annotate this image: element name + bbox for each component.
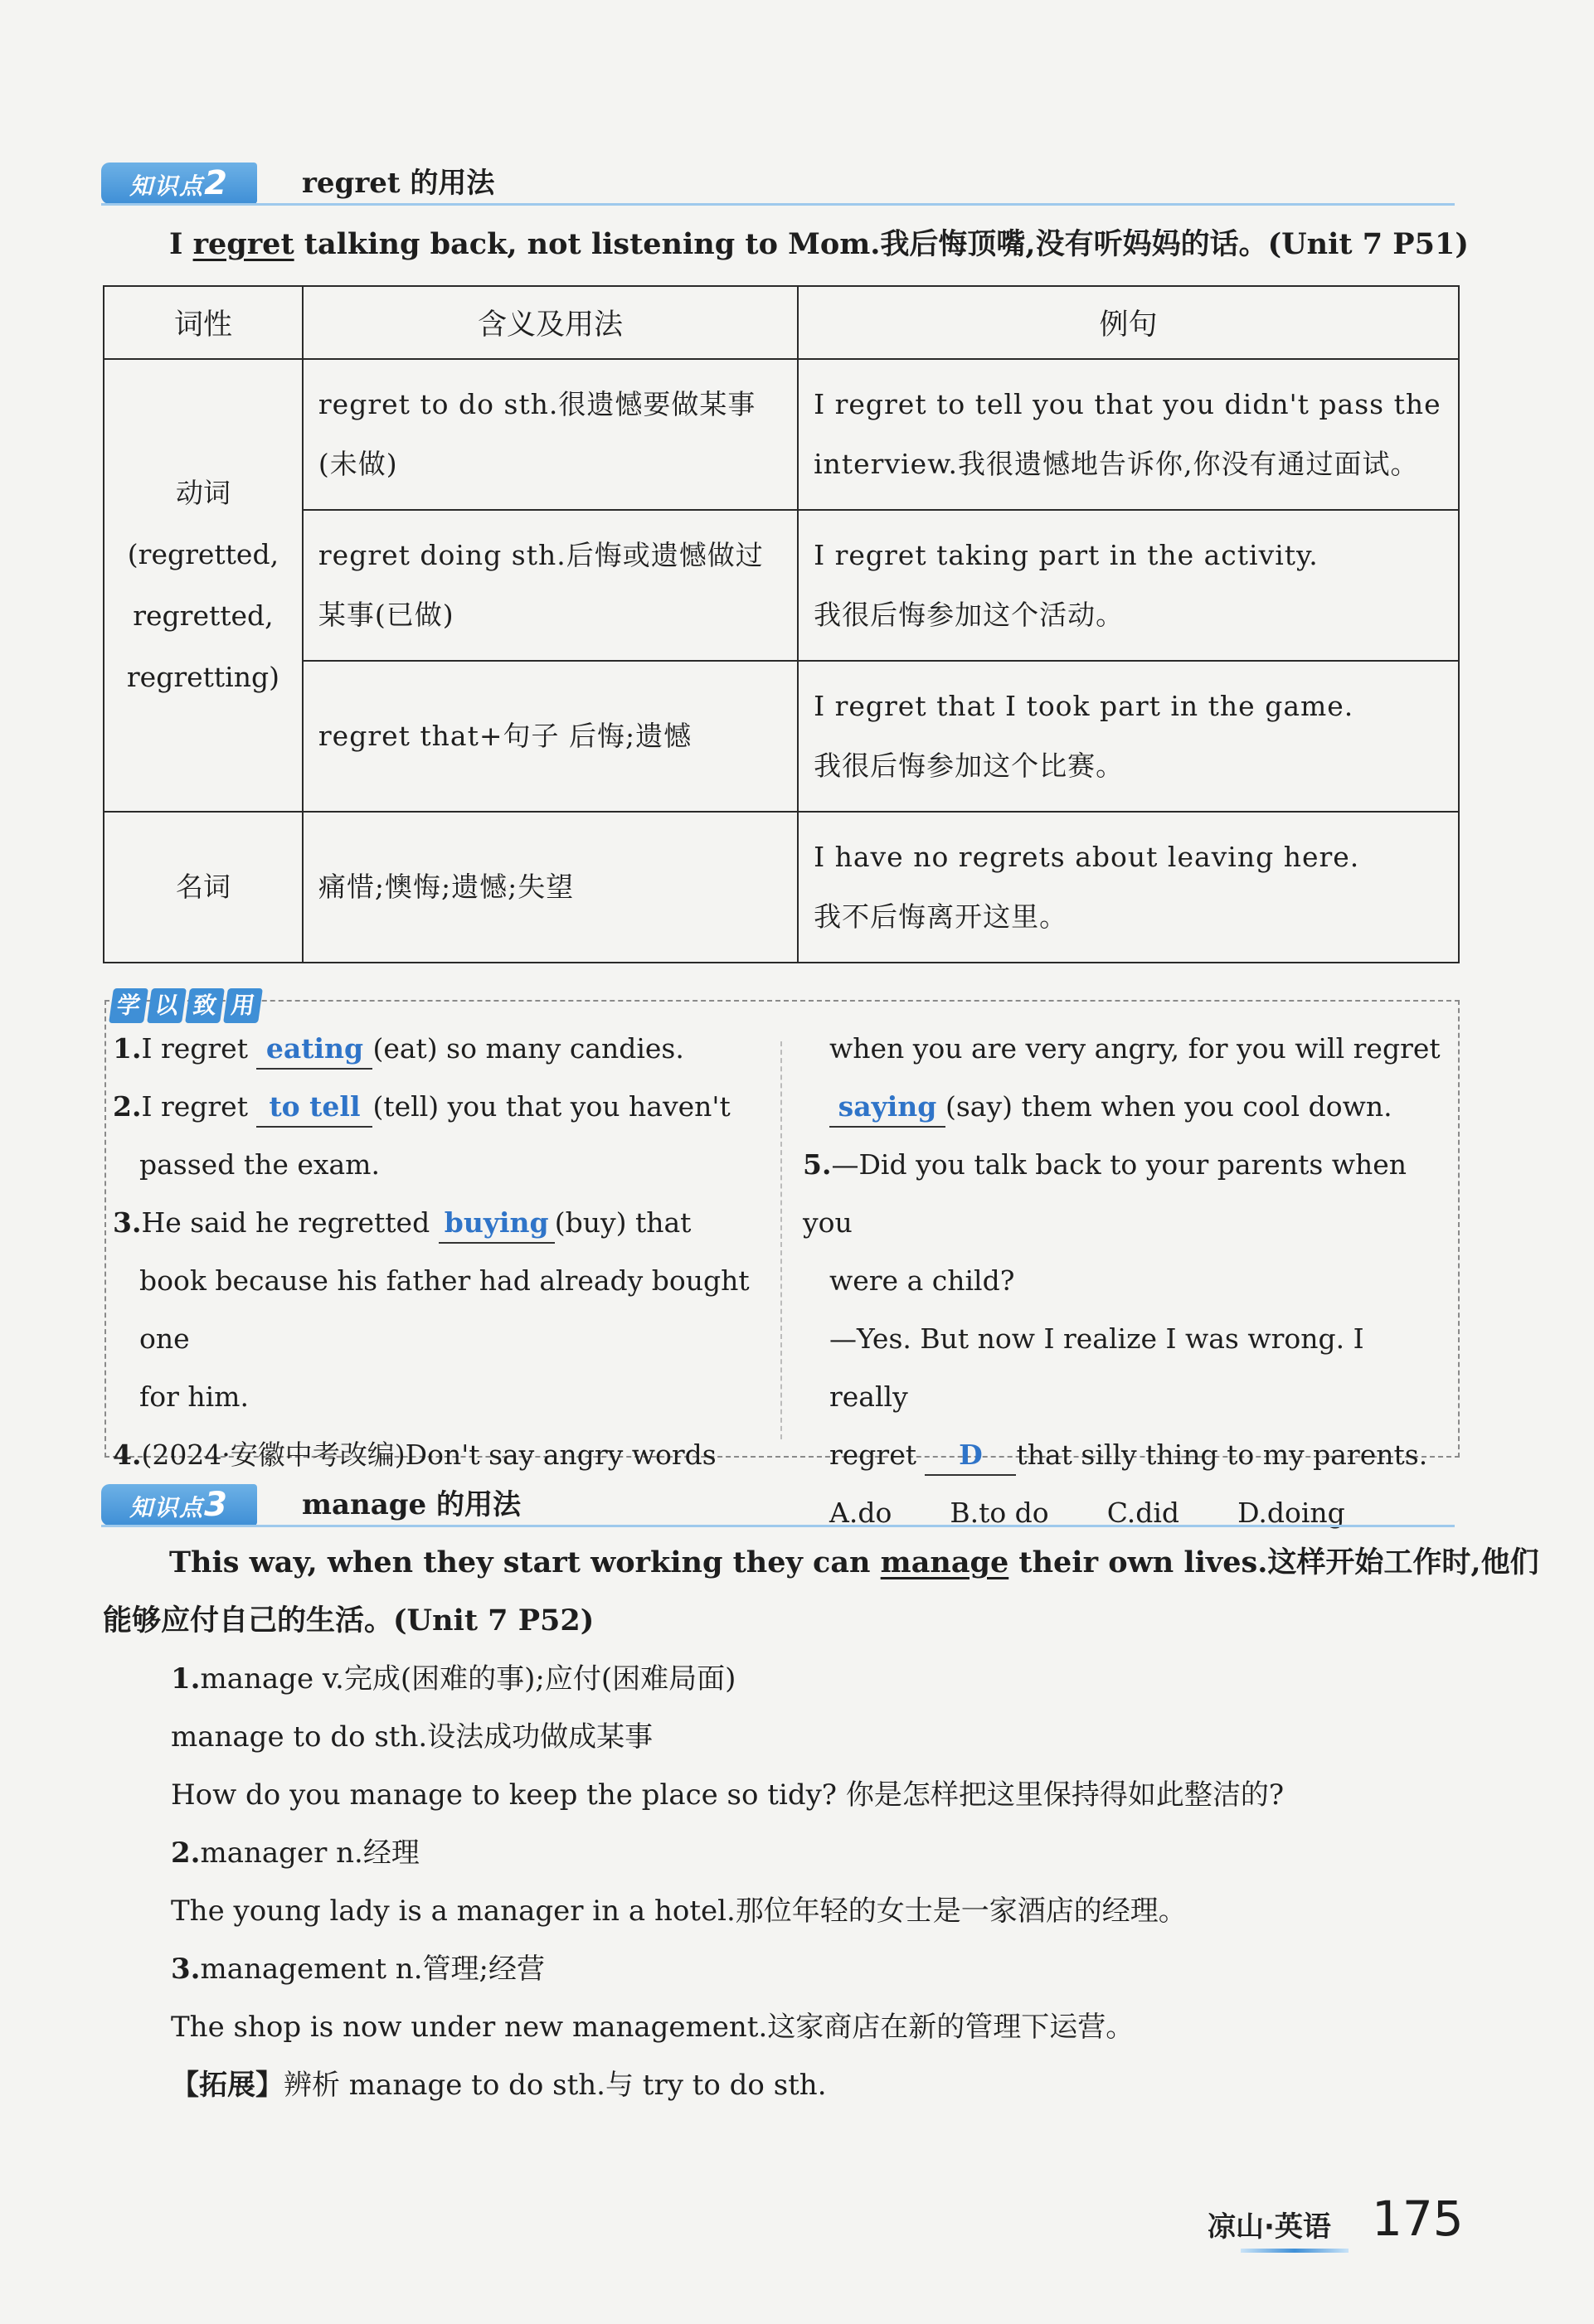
kp3-line: The young lady is a manager in a hotel.那位年轻的女士是一家酒店的经理。 — [171, 1895, 1187, 1928]
kp3-line-number: 3. — [171, 1953, 201, 1986]
kp3-sentence-pre: This way, when they start working they can — [169, 1545, 881, 1579]
meaning-line: regret to do sth.很遗憾要做某事 — [318, 388, 756, 420]
kp2-sentence-post: talking back, not listening to Mom.我后悔顶嘴,没有听妈妈的话。(Unit 7 P51) — [294, 227, 1469, 261]
practice-right-column — [803, 1020, 1450, 1542]
verb-pos-cell — [104, 359, 303, 812]
practice-divider — [780, 1041, 782, 1439]
kp3-badge-num: 3 — [204, 1486, 229, 1524]
kp2-badge-text: 知识点 — [129, 172, 205, 200]
kp3-line: manage to do sth.设法成功做成某事 — [171, 1720, 654, 1754]
meaning-cell — [303, 661, 798, 812]
kp2-sentence-pre: I — [169, 227, 193, 261]
question-text: —Did you talk back to your parents when you — [803, 1148, 1407, 1239]
answer-blank[interactable]: D — [925, 1436, 1016, 1476]
verb-pos-form: regretted, — [133, 599, 274, 632]
example-line: I regret to tell you that you didn't pass the — [814, 388, 1441, 420]
question-1 — [113, 1020, 768, 1078]
meaning-cell — [303, 510, 798, 661]
question-text: I regret — [141, 1090, 257, 1123]
kp3-header — [101, 1484, 1455, 1527]
answer-blank[interactable]: eating — [256, 1030, 372, 1070]
example-cell — [798, 510, 1459, 661]
kp3-body — [171, 1650, 1284, 2114]
question-5-cont: —Yes. But now I realize I was wrong. I really — [829, 1322, 1364, 1413]
meaning-cell — [303, 359, 798, 510]
question-text: I regret — [141, 1032, 257, 1065]
kp2-underline — [101, 203, 1455, 206]
kp2-badge-num: 2 — [204, 164, 229, 202]
kp3-badge-text: 知识点 — [129, 1494, 205, 1521]
question-4-cont — [803, 1078, 1450, 1136]
question-text: that silly thing to my parents. — [1016, 1439, 1428, 1471]
question-text: (say) them when you cool down. — [945, 1090, 1392, 1123]
meaning-line: regret doing sth.后悔或遗憾做过 — [318, 539, 764, 571]
question-3-cont: book because his father had already bought one — [139, 1264, 750, 1355]
kp3-key-sentence-line2: 能够应付自己的生活。(Unit 7 P52) — [103, 1604, 595, 1637]
table-header-row — [104, 286, 1459, 359]
example-line: 我不后悔离开这里。 — [814, 900, 1068, 933]
question-5-cont: were a child? — [829, 1264, 1015, 1297]
meaning-line: (未做) — [318, 448, 398, 480]
question-5 — [803, 1136, 1450, 1252]
kp2-header — [101, 163, 1455, 206]
table-row — [104, 812, 1459, 963]
meaning-line: 某事(已做) — [318, 599, 454, 631]
example-line: 我很后悔参加这个活动。 — [814, 599, 1125, 631]
example-line: interview.我很遗憾地告诉你,你没有通过面试。 — [814, 448, 1419, 480]
answer-blank[interactable]: saying — [829, 1088, 945, 1128]
table-row — [104, 661, 1459, 812]
practice-badge-char: 致 — [185, 988, 225, 1023]
answer-blank[interactable]: to tell — [256, 1088, 372, 1128]
kp3-extend — [171, 2056, 1284, 2114]
question-text: (buy) that — [554, 1206, 692, 1239]
table-row — [104, 359, 1459, 510]
noun-meaning-cell: 痛惜;懊悔;遗憾;失望 — [303, 812, 798, 963]
page-number: 175 — [1372, 2191, 1464, 2247]
kp3-key-sentence — [169, 1534, 1539, 1592]
kp3-line — [171, 1650, 1284, 1708]
practice-badge-char: 学 — [109, 988, 148, 1023]
answer-blank[interactable]: buying — [439, 1204, 555, 1244]
kp3-title: manage 的用法 — [302, 1488, 521, 1521]
table-header-pos: 词性 — [104, 286, 303, 359]
example-line: 我很后悔参加这个比赛。 — [814, 750, 1125, 782]
option-d[interactable]: D.doing — [1237, 1497, 1345, 1529]
example-cell — [798, 812, 1459, 963]
question-text: (tell) you that you haven't — [372, 1090, 731, 1123]
noun-pos-cell: 名词 — [104, 812, 303, 963]
question-number: 4. — [113, 1439, 142, 1471]
question-2-cont: passed the exam. — [139, 1148, 380, 1181]
kp3-line — [171, 1824, 1284, 1882]
kp3-line-number: 2. — [171, 1836, 201, 1870]
example-cell — [798, 661, 1459, 812]
kp3-sentence-keyword: manage — [880, 1545, 1009, 1579]
kp2-title: regret 的用法 — [302, 167, 495, 200]
practice-badge — [111, 988, 260, 1023]
question-5-cont — [803, 1426, 1450, 1484]
verb-pos-label: 动词 — [175, 477, 231, 509]
kp3-line-text: management n.管理;经营 — [200, 1953, 545, 1986]
kp2-badge — [101, 163, 257, 204]
verb-pos-form: regretting) — [126, 661, 279, 693]
verb-pos-form: (regretted, — [127, 538, 279, 570]
question-text: (eat) so many candies. — [372, 1032, 684, 1065]
example-cell — [798, 359, 1459, 510]
question-number: 3. — [113, 1206, 142, 1239]
extend-text: 辨析 manage to do sth.与 try to do sth. — [284, 2069, 827, 2102]
option-c[interactable]: C.did — [1106, 1497, 1180, 1529]
option-a[interactable]: A.do — [829, 1497, 892, 1529]
kp2-sentence-keyword: regret — [192, 227, 294, 261]
kp3-line — [171, 1940, 1284, 1998]
kp3-line: The shop is now under new management.这家商店在新的管理下运营。 — [171, 2011, 1135, 2044]
kp3-line-text: manager n.经理 — [200, 1836, 420, 1870]
footer-label: 凉山·英语 — [1208, 2210, 1331, 2244]
table-header-example: 例句 — [798, 286, 1459, 359]
question-text: (2024·安徽中考改编)Don't say angry words — [141, 1439, 717, 1471]
example-line: I regret taking part in the activity. — [814, 539, 1319, 571]
practice-badge-char: 用 — [223, 988, 263, 1023]
option-b[interactable]: B.to do — [950, 1497, 1049, 1529]
question-2 — [113, 1078, 768, 1136]
extend-label: 【拓展】 — [171, 2069, 284, 2102]
question-3 — [113, 1194, 768, 1252]
kp3-underline — [101, 1525, 1455, 1527]
kp3-sentence-post: their own lives.这样开始工作时,他们 — [1008, 1545, 1539, 1579]
question-number: 2. — [113, 1090, 142, 1123]
table-header-meaning: 含义及用法 — [303, 286, 798, 359]
example-line: I regret that I took part in the game. — [814, 690, 1354, 722]
question-4-cont: when you are very angry, for you will regret — [829, 1032, 1441, 1065]
question-text: He said he regretted — [141, 1206, 439, 1239]
footer-bar — [1241, 2249, 1349, 2253]
question-number: 5. — [803, 1148, 832, 1181]
kp3-badge — [101, 1484, 257, 1526]
kp3-line-number: 1. — [171, 1662, 201, 1696]
practice-left-column — [113, 1020, 768, 1484]
example-line: I have no regrets about leaving here. — [814, 841, 1360, 873]
meaning-line: regret that+句子 后悔;遗憾 — [318, 720, 693, 752]
question-number: 1. — [113, 1032, 142, 1065]
kp2-key-sentence — [169, 216, 1469, 274]
practice-badge-char: 以 — [147, 988, 187, 1023]
table-row — [104, 510, 1459, 661]
question-text: regret — [829, 1439, 926, 1471]
kp3-line: How do you manage to keep the place so tidy? 你是怎样把这里保持得如此整洁的? — [171, 1778, 1285, 1812]
question-3-cont: for him. — [139, 1380, 249, 1413]
kp3-line-text: manage v.完成(困难的事);应付(困难局面) — [200, 1662, 736, 1696]
regret-usage-table — [103, 285, 1460, 963]
question-4 — [113, 1426, 768, 1484]
